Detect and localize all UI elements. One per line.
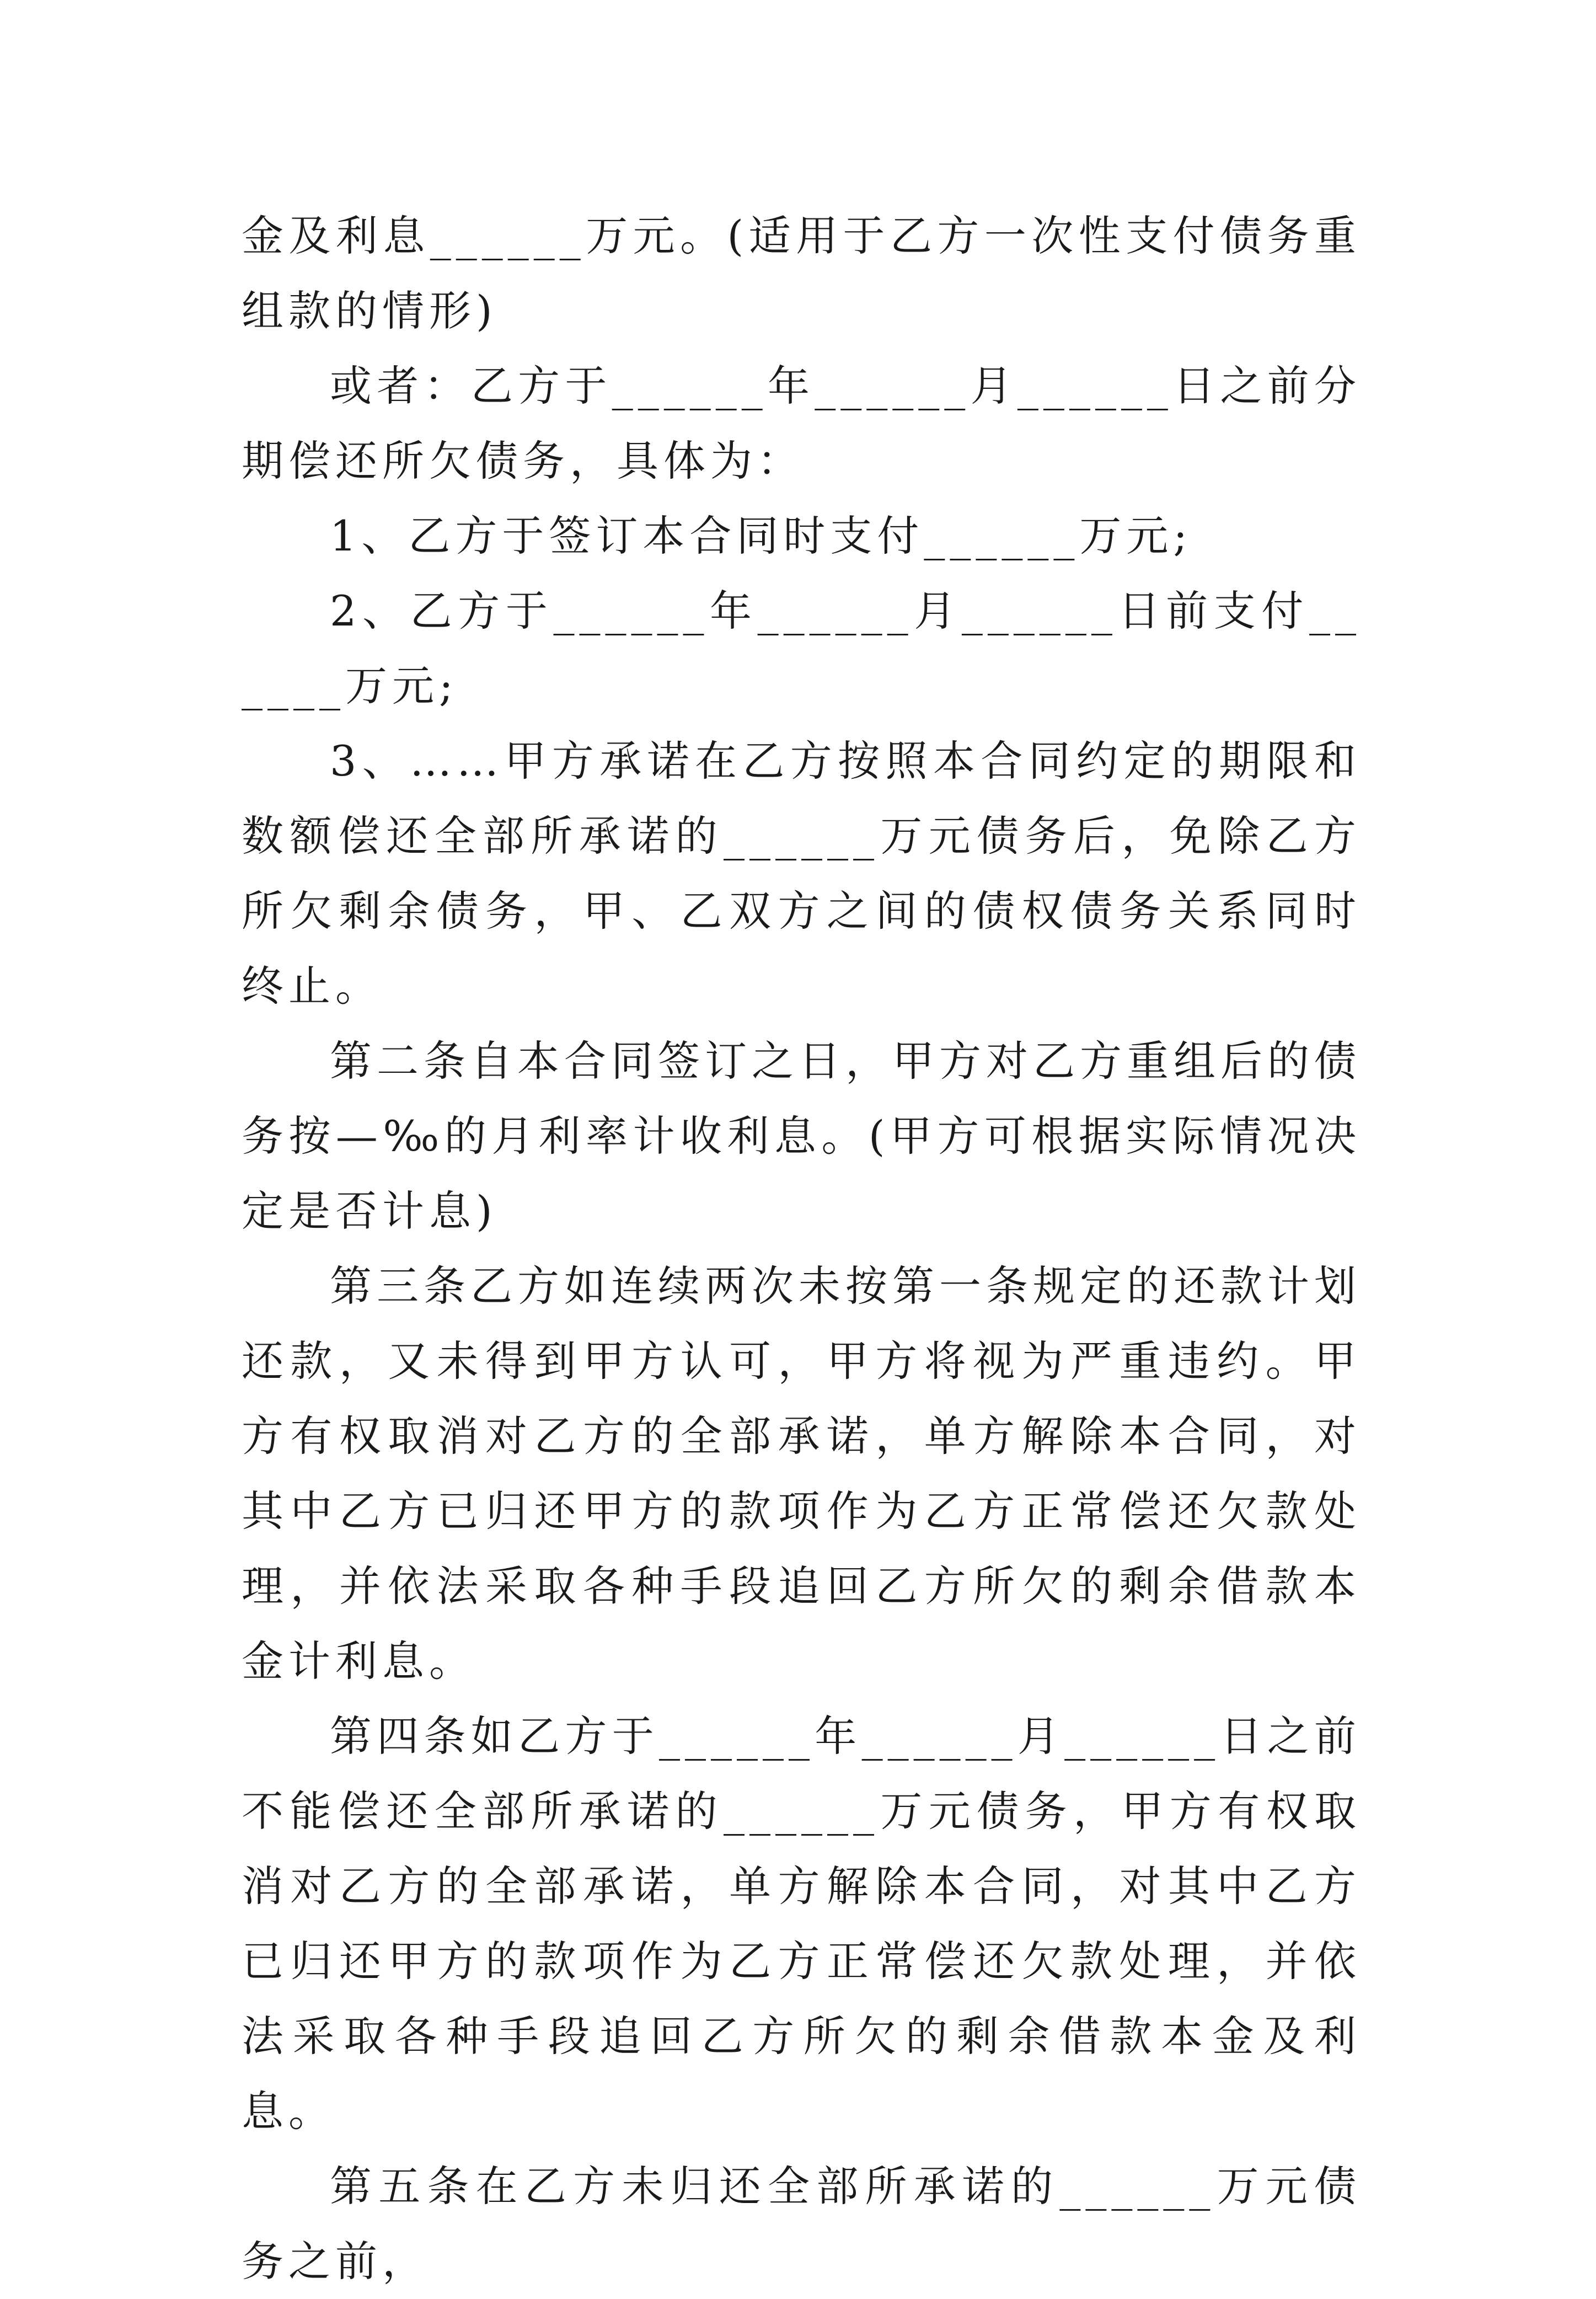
- paragraph-installment-intro: 或者：乙方于______年______月______日之前分期偿还所欠债务，具体为：: [242, 361, 1361, 485]
- paragraph-interest-single-payment: 金及利息______万元。(适用于乙方一次性支付债务重组款的情形): [242, 211, 1361, 335]
- document-body: [242, 199, 1361, 2299]
- paragraph-article-4: 第四条如乙方于______年______月______日之前不能偿还全部所承诺的______万元债务，甲方有权取消对乙方的全部承诺，单方解除本合同，对其中乙方已归还甲方的款项作为乙方正常偿还欠款处理，并依法采取各种手段追回乙方所欠的剩余借款本金及利息。: [242, 1712, 1361, 2136]
- paragraph-article-2: 第二条自本合同签订之日，甲方对乙方重组后的债务按—‰的月利率计收利息。(甲方可根据实际情况决定是否计息): [242, 1036, 1361, 1236]
- paragraph-installment-item-2: 2、乙方于______年______月______日前支付______万元;: [242, 586, 1361, 710]
- paragraph-article-5: 第五条在乙方未归还全部所承诺的______万元债务之前，: [242, 2162, 1361, 2286]
- paragraph-installment-item-1: 1、乙方于签订本合同时支付______万元;: [330, 511, 1192, 560]
- paragraph-installment-item-3: 3、……甲方承诺在乙方按照本合同约定的期限和数额偿还全部所承诺的______万元债务后，免除乙方所欠剩余债务，甲、乙双方之间的债权债务关系同时终止。: [242, 736, 1361, 1011]
- paragraph-article-3: 第三条乙方如连续两次未按第一条规定的还款计划还款，又未得到甲方认可，甲方将视为严重违约。甲方有权取消对乙方的全部承诺，单方解除本合同，对其中乙方已归还甲方的款项作为乙方正常偿还欠款处理，并依法采取各种手段追回乙方所欠的剩余借款本金计利息。: [242, 1261, 1361, 1686]
